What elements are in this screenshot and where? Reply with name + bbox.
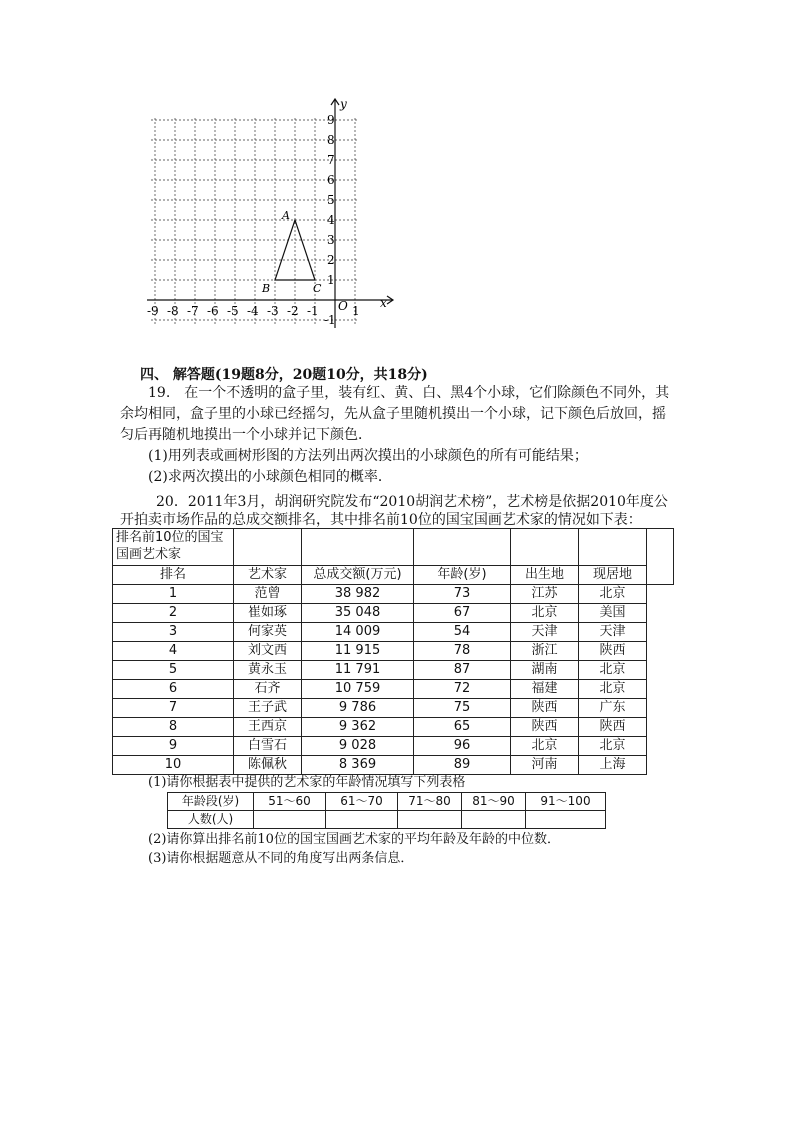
x-tick-label: -5 [227, 304, 239, 318]
cell-rank: 9 [113, 737, 234, 756]
x-tick-label: -7 [187, 304, 199, 318]
y-tick-label: 4 [327, 213, 335, 227]
table-header-row [113, 566, 674, 585]
cell-artist: 白雪石 [234, 737, 302, 756]
cell-birthplace: 浙江 [511, 642, 579, 661]
tick-labels [147, 113, 360, 327]
section-title: 四、 解答题(19题8分，20题10分，共18分) [140, 367, 428, 383]
y-tick-label: -1 [324, 313, 336, 327]
cell-artist: 范曾 [234, 585, 302, 604]
cell-total: 35 048 [302, 604, 414, 623]
cell-artist: 王西京 [234, 718, 302, 737]
cell-residence: 广东 [579, 699, 647, 718]
table-row [113, 699, 674, 718]
table-row [113, 642, 674, 661]
cell-total: 8 369 [302, 756, 414, 775]
y-tick-label: 3 [327, 233, 335, 247]
x-tick-label: -6 [207, 304, 219, 318]
table-title-row [113, 529, 674, 566]
y-tick-label: 5 [327, 193, 335, 207]
q20-sub-3: (3)请你根据题意从不同的角度写出两条信息． [148, 851, 414, 866]
cell-birthplace: 湖南 [511, 661, 579, 680]
cell-rank: 4 [113, 642, 234, 661]
cell-birthplace: 江苏 [511, 585, 579, 604]
cell-total: 14 009 [302, 623, 414, 642]
cell-artist: 崔如琢 [234, 604, 302, 623]
q20-sub-2: (2)请你算出排名前10位的国宝国画艺术家的平均年龄及年龄的中位数． [148, 832, 560, 847]
cell-artist: 刘文西 [234, 642, 302, 661]
cell-residence: 北京 [579, 661, 647, 680]
y-tick-label: 9 [327, 113, 335, 127]
x-tick-label: -3 [267, 304, 279, 318]
cell-age: 75 [414, 699, 511, 718]
cell-age: 67 [414, 604, 511, 623]
cell-rank: 3 [113, 623, 234, 642]
cell-age: 96 [414, 737, 511, 756]
cell-rank: 8 [113, 718, 234, 737]
table-row [113, 661, 674, 680]
age-range-91-100: 91～100 [526, 793, 606, 811]
cell-total: 9 786 [302, 699, 414, 718]
x-tick-label: -8 [167, 304, 179, 318]
age-range-51-60: 51～60 [254, 793, 326, 811]
x-tick-label: -1 [307, 304, 319, 318]
q19-line-3: 匀后再随机地摸出一个小球并记下颜色． [120, 427, 372, 443]
coordinate-grid-figure [147, 95, 400, 327]
q19-line-1: 19. 在一个不透明的盒子里，装有红、黄、白、黑4个小球，它们除颜色不同外，其 [148, 385, 670, 401]
x-tick-label: -9 [147, 304, 159, 318]
cell-rank: 5 [113, 661, 234, 680]
cell-birthplace: 北京 [511, 737, 579, 756]
cell-residence: 北京 [579, 737, 647, 756]
cell-residence: 上海 [579, 756, 647, 775]
cell-birthplace: 陕西 [511, 699, 579, 718]
cell-birthplace: 河南 [511, 756, 579, 775]
header-residence: 现居地 [579, 566, 647, 585]
count-cell [462, 811, 526, 829]
count-label: 人数(人) [168, 811, 254, 829]
point-c-label: C [313, 282, 322, 295]
cell-rank: 2 [113, 604, 234, 623]
table-title: 排名前10位的国宝国画艺术家 [113, 529, 234, 566]
cell-residence: 美国 [579, 604, 647, 623]
table-row [113, 623, 674, 642]
age-range-61-70: 61～70 [326, 793, 398, 811]
y-tick-label: 2 [327, 253, 335, 267]
cell-age: 78 [414, 642, 511, 661]
y-tick-label: 1 [327, 273, 335, 287]
cell-total: 9 028 [302, 737, 414, 756]
q20-sub-1: (1)请你根据表中提供的艺术家的年龄情况填写下列表格 [148, 775, 466, 790]
age-range-81-90: 81～90 [462, 793, 526, 811]
cell-artist: 黄永玉 [234, 661, 302, 680]
age-range-71-80: 71～80 [398, 793, 462, 811]
header-total: 总成交额(万元) [302, 566, 414, 585]
cell-age: 89 [414, 756, 511, 775]
cell-age: 73 [414, 585, 511, 604]
cell-artist: 陈佩秋 [234, 756, 302, 775]
origin-label: O [338, 299, 348, 313]
cell-age: 72 [414, 680, 511, 699]
cell-rank: 6 [113, 680, 234, 699]
x-tick-label: 1 [352, 304, 360, 318]
y-tick-label: 7 [327, 153, 335, 167]
cell-age: 54 [414, 623, 511, 642]
age-range-label: 年龄段(岁) [168, 793, 254, 811]
cell-age: 65 [414, 718, 511, 737]
count-cell [526, 811, 606, 829]
count-cell [326, 811, 398, 829]
y-tick-label: 6 [327, 173, 335, 187]
cell-artist: 何家英 [234, 623, 302, 642]
cell-residence: 北京 [579, 680, 647, 699]
cell-birthplace: 陕西 [511, 718, 579, 737]
x-axis-label: x [380, 296, 387, 310]
header-age: 年龄(岁) [414, 566, 511, 585]
cell-residence: 天津 [579, 623, 647, 642]
cell-rank: 10 [113, 756, 234, 775]
cell-total: 9 362 [302, 718, 414, 737]
cell-residence: 北京 [579, 585, 647, 604]
q20-line-1: 20．2011年3月，胡润研究院发布“2010胡润艺术榜”，艺术榜是依据2010年度公 [156, 494, 668, 510]
cell-residence: 陕西 [579, 718, 647, 737]
count-cell [254, 811, 326, 829]
q19-sub-2: (2)求两次摸出的小球颜色相同的概率． [148, 469, 392, 485]
x-tick-label: -4 [247, 304, 259, 318]
cell-birthplace: 天津 [511, 623, 579, 642]
x-tick-label: -2 [287, 304, 299, 318]
table-blank-column [647, 529, 674, 585]
cell-age: 87 [414, 661, 511, 680]
cell-artist: 王子武 [234, 699, 302, 718]
age-range-row [168, 793, 606, 811]
cell-total: 11 791 [302, 661, 414, 680]
cell-rank: 1 [113, 585, 234, 604]
table-row [113, 718, 674, 737]
cell-total: 10 759 [302, 680, 414, 699]
cell-rank: 7 [113, 699, 234, 718]
y-tick-label: 8 [327, 133, 335, 147]
cell-birthplace: 北京 [511, 604, 579, 623]
q20-line-2: 开拍卖市场作品的总成交额排名，其中排名前10位的国宝国画艺术家的情况如下表： [120, 512, 642, 528]
header-artist: 艺术家 [234, 566, 302, 585]
cell-total: 38 982 [302, 585, 414, 604]
header-rank: 排名 [113, 566, 234, 585]
count-row [168, 811, 606, 829]
cell-residence: 陕西 [579, 642, 647, 661]
cell-artist: 石齐 [234, 680, 302, 699]
table-row [113, 680, 674, 699]
header-birthplace: 出生地 [511, 566, 579, 585]
point-b-label: B [262, 282, 271, 295]
artist-table [112, 528, 674, 775]
q19-sub-1: (1)用列表或画树形图的方法列出两次摸出的小球颜色的所有可能结果； [148, 448, 588, 464]
y-axis-label: y [340, 97, 347, 111]
cell-total: 11 915 [302, 642, 414, 661]
cell-birthplace: 福建 [511, 680, 579, 699]
table-row [113, 604, 674, 623]
q19-line-2: 余均相同，盒子里的小球已经摇匀，先从盒子里随机摸出一个小球，记下颜色后放回，摇 [120, 406, 666, 422]
table-row [113, 737, 674, 756]
count-cell [398, 811, 462, 829]
table-row [113, 585, 674, 604]
age-table [167, 792, 606, 829]
point-a-label: A [282, 209, 290, 222]
